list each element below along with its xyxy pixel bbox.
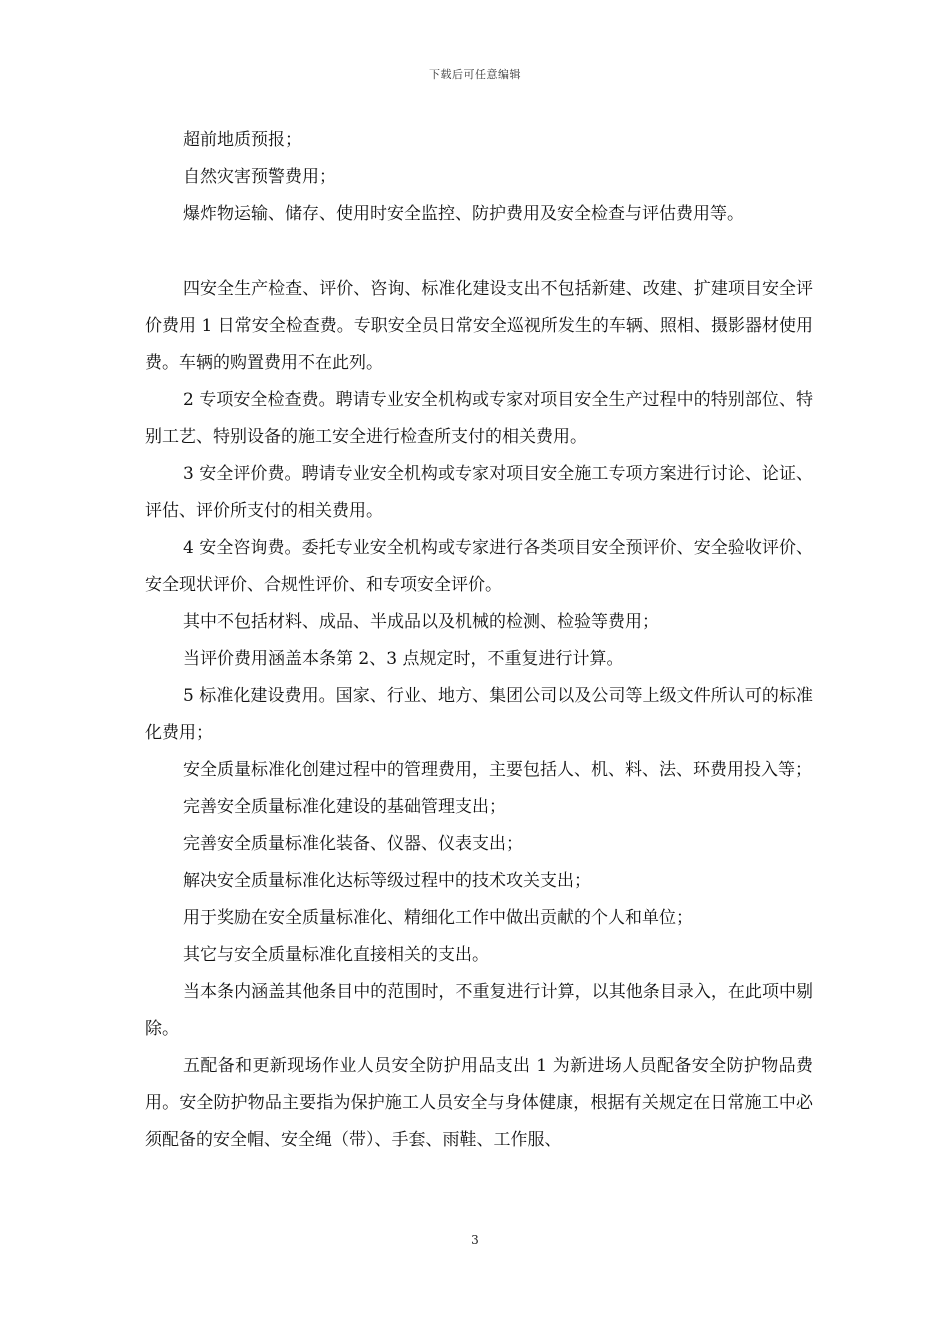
paragraph: 用于奖励在安全质量标准化、精细化工作中做出贡献的个人和单位； bbox=[183, 908, 693, 928]
page-header: 下载后可任意编辑 bbox=[429, 68, 521, 81]
paragraph: 2 专项安全检查费。聘请专业安全机构或专家对项目安全生产过程中的特别部位、特别工艺、特别设备的施工安全进行检查所支付的相关费用。 bbox=[145, 390, 813, 447]
paragraph: 自然灾害预警费用； bbox=[183, 167, 336, 187]
paragraph: 超前地质预报； bbox=[183, 130, 302, 150]
paragraph-spacer bbox=[145, 233, 813, 271]
paragraph: 5 标准化建设费用。国家、行业、地方、集团公司以及公司等上级文件所认可的标准化费用； bbox=[145, 686, 813, 743]
document-body bbox=[145, 122, 813, 1159]
paragraph: 五配备和更新现场作业人员安全防护用品支出 1 为新进场人员配备安全防护物品费用。安全防护物品主要指为保护施工人员安全与身体健康，根据有关规定在日常施工中必须配备的安全帽、安全绳（带）、手套、雨鞋、工作服、 bbox=[145, 1056, 813, 1150]
paragraph: 其中不包括材料、成品、半成品以及机械的检测、检验等费用； bbox=[183, 612, 659, 632]
paragraph: 完善安全质量标准化装备、仪器、仪表支出； bbox=[183, 834, 523, 854]
paragraph: 爆炸物运输、储存、使用时安全监控、防护费用及安全检查与评估费用等。 bbox=[183, 204, 744, 224]
paragraph: 完善安全质量标准化建设的基础管理支出； bbox=[183, 797, 506, 817]
paragraph: 当本条内涵盖其他条目中的范围时，不重复进行计算，以其他条目录入，在此项中剔除。 bbox=[145, 982, 813, 1039]
paragraph: 其它与安全质量标准化直接相关的支出。 bbox=[183, 945, 489, 965]
page-number: 3 bbox=[471, 1233, 479, 1247]
paragraph: 3 安全评价费。聘请专业安全机构或专家对项目安全施工专项方案进行讨论、论证、评估、评价所支付的相关费用。 bbox=[145, 464, 813, 521]
paragraph: 解决安全质量标准化达标等级过程中的技术攻关支出； bbox=[183, 871, 591, 891]
paragraph: 当评价费用涵盖本条第 2、3 点规定时，不重复进行计算。 bbox=[183, 649, 624, 669]
paragraph: 四安全生产检查、评价、咨询、标准化建设支出不包括新建、改建、扩建项目安全评价费用 1 日常安全检查费。专职安全员日常安全巡视所发生的车辆、照相、摄影器材使用费。车辆的购置费用不在此列。 bbox=[145, 279, 813, 373]
paragraph: 4 安全咨询费。委托专业安全机构或专家进行各类项目安全预评价、安全验收评价、安全现状评价、合规性评价、和专项安全评价。 bbox=[145, 538, 813, 595]
paragraph: 安全质量标准化创建过程中的管理费用，主要包括人、机、料、法、环费用投入等； bbox=[183, 760, 812, 780]
